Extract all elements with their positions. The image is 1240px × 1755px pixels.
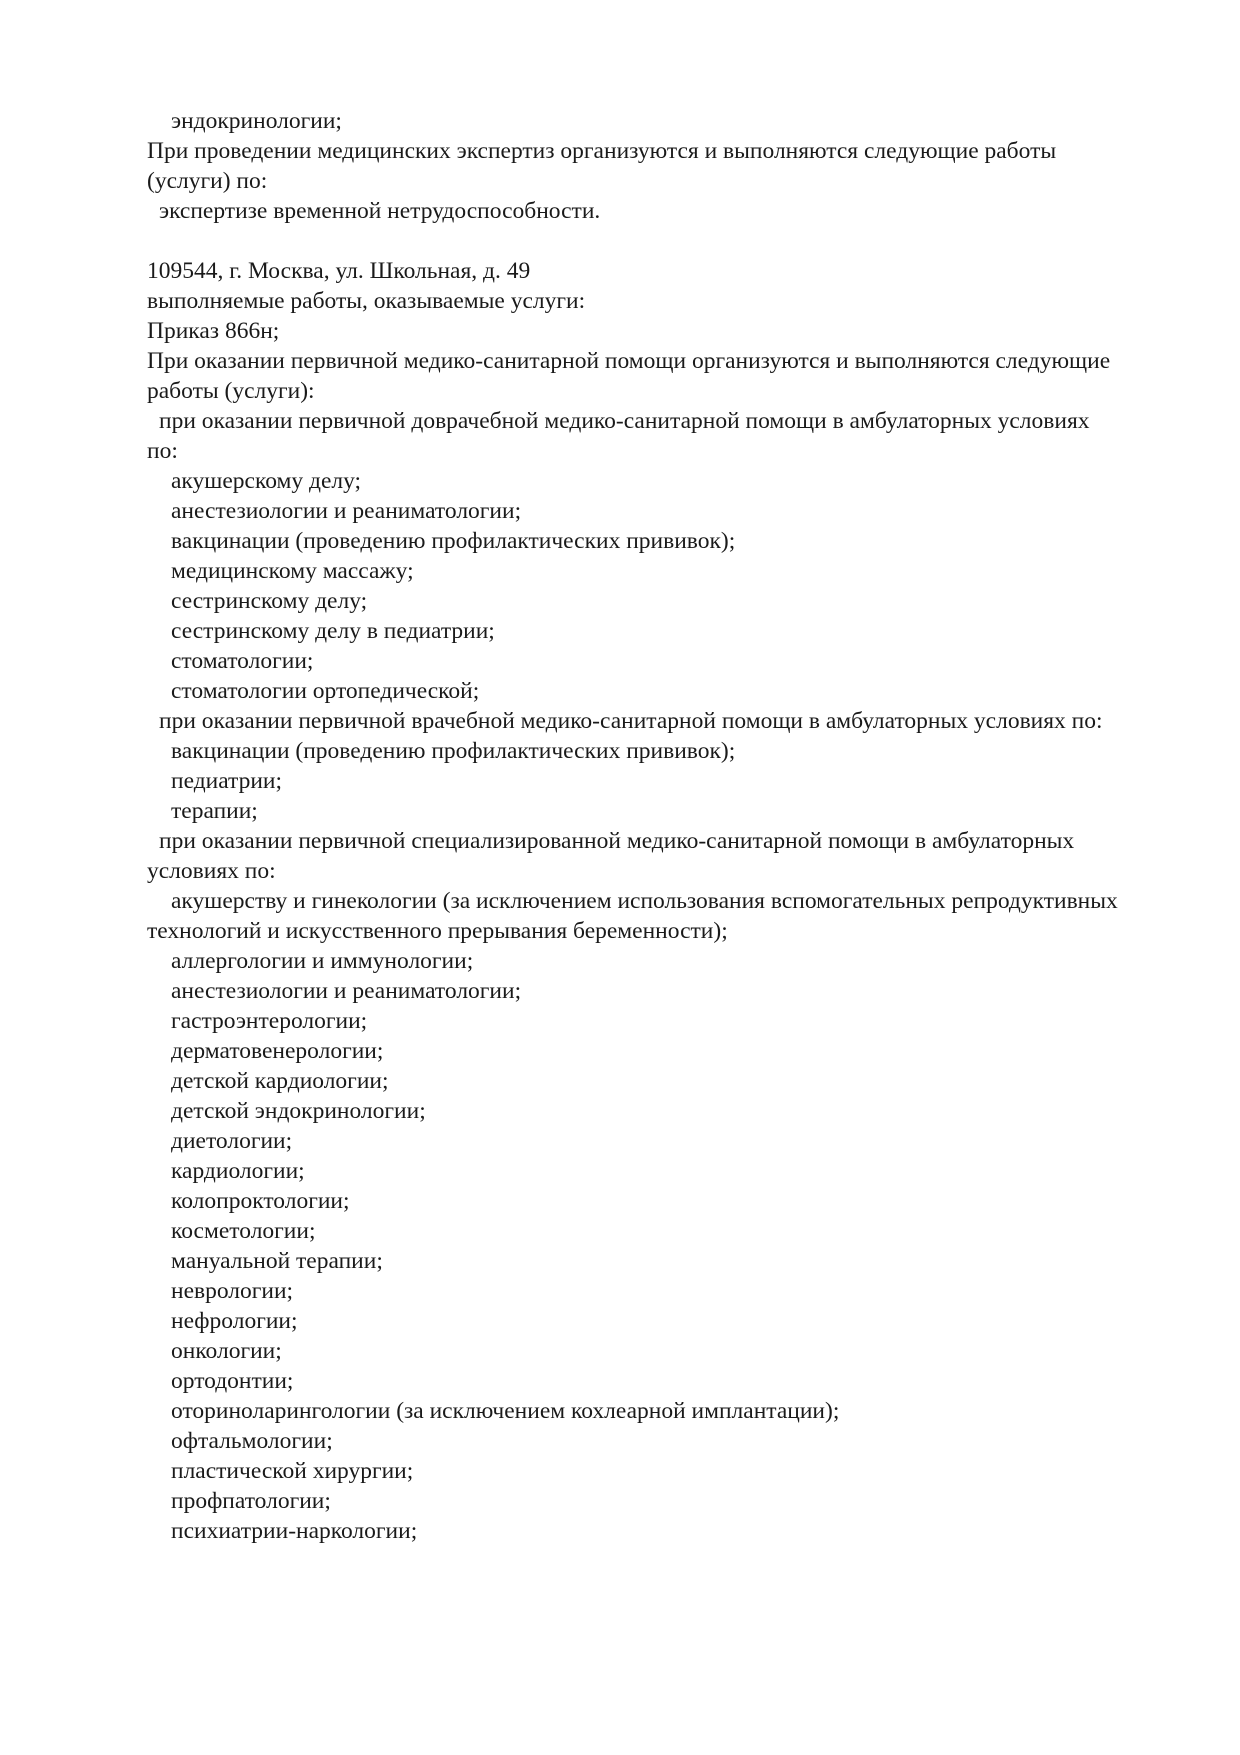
list-item: косметологии; [171,1218,316,1244]
list-item: профпатологии; [171,1488,331,1514]
list-item: терапии; [171,798,258,824]
subsection-heading: при оказании первичной врачебной медико-санитарной помощи в амбулаторных условиях по: [159,708,1103,734]
subsection-heading: при оказании первичной специализированной медико-санитарной помощи в амбулаторных [159,828,1075,854]
order-reference: Приказ 866н; [147,318,280,344]
list-item: стоматологии ортопедической; [171,678,480,704]
list-item: аллергологии и иммунологии; [171,948,474,974]
list-item: стоматологии; [171,648,314,674]
list-item: колопроктологии; [171,1188,350,1214]
list-item: сестринскому делу в педиатрии; [171,618,495,644]
subsection-heading: условиях по: [147,858,276,884]
list-item: пластической хирургии; [171,1458,414,1484]
list-item: детской кардиологии; [171,1068,389,1094]
list-item: сестринскому делу; [171,588,368,614]
list-item: оториноларингологии (за исключением кохлеарной имплантации); [171,1398,840,1424]
subsection-heading: по: [147,438,178,464]
list-item: ортодонтии; [171,1368,294,1394]
list-item: онкологии; [171,1338,282,1364]
list-item: диетологии; [171,1128,293,1154]
list-item: педиатрии; [171,768,283,794]
paragraph-line: выполняемые работы, оказываемые услуги: [147,288,586,314]
paragraph-line: При оказании первичной медико-санитарной помощи организуются и выполняются следующие [147,348,1111,374]
list-item: мануальной терапии; [171,1248,383,1274]
list-item: гастроэнтерологии; [171,1008,368,1034]
list-item: психиатрии-наркологии; [171,1518,418,1544]
document-body [147,106,1187,1546]
paragraph-line: При проведении медицинских экспертиз организуются и выполняются следующие работы [147,138,1057,164]
list-item: медицинскому массажу; [171,558,414,584]
list-item: акушерству и гинекологии (за исключением использования вспомогательных репродуктивных [171,888,1118,914]
list-item: нефрологии; [171,1308,298,1334]
list-item: анестезиологии и реаниматологии; [171,498,522,524]
list-item: анестезиологии и реаниматологии; [171,978,522,1004]
address-line: 109544, г. Москва, ул. Школьная, д. 49 [147,258,531,284]
list-item: эндокринологии; [171,108,342,134]
list-item: вакцинации (проведению профилактических прививок); [171,738,736,764]
list-item: кардиологии; [171,1158,305,1184]
list-item: дерматовенерологии; [171,1038,384,1064]
blank-line [147,226,1187,256]
list-item: вакцинации (проведению профилактических прививок); [171,528,736,554]
list-item: неврологии; [171,1278,294,1304]
subsection-heading: при оказании первичной доврачебной медико-санитарной помощи в амбулаторных условиях [159,408,1090,434]
list-item: технологий и искусственного прерывания беременности); [147,918,728,944]
list-item: детской эндокринологии; [171,1098,426,1124]
list-item: офтальмологии; [171,1428,333,1454]
paragraph-line: работы (услуги): [147,378,315,404]
list-item: акушерскому делу; [171,468,362,494]
paragraph-line: (услуги) по: [147,168,268,194]
list-item: экспертизе временной нетрудоспособности. [159,198,601,224]
